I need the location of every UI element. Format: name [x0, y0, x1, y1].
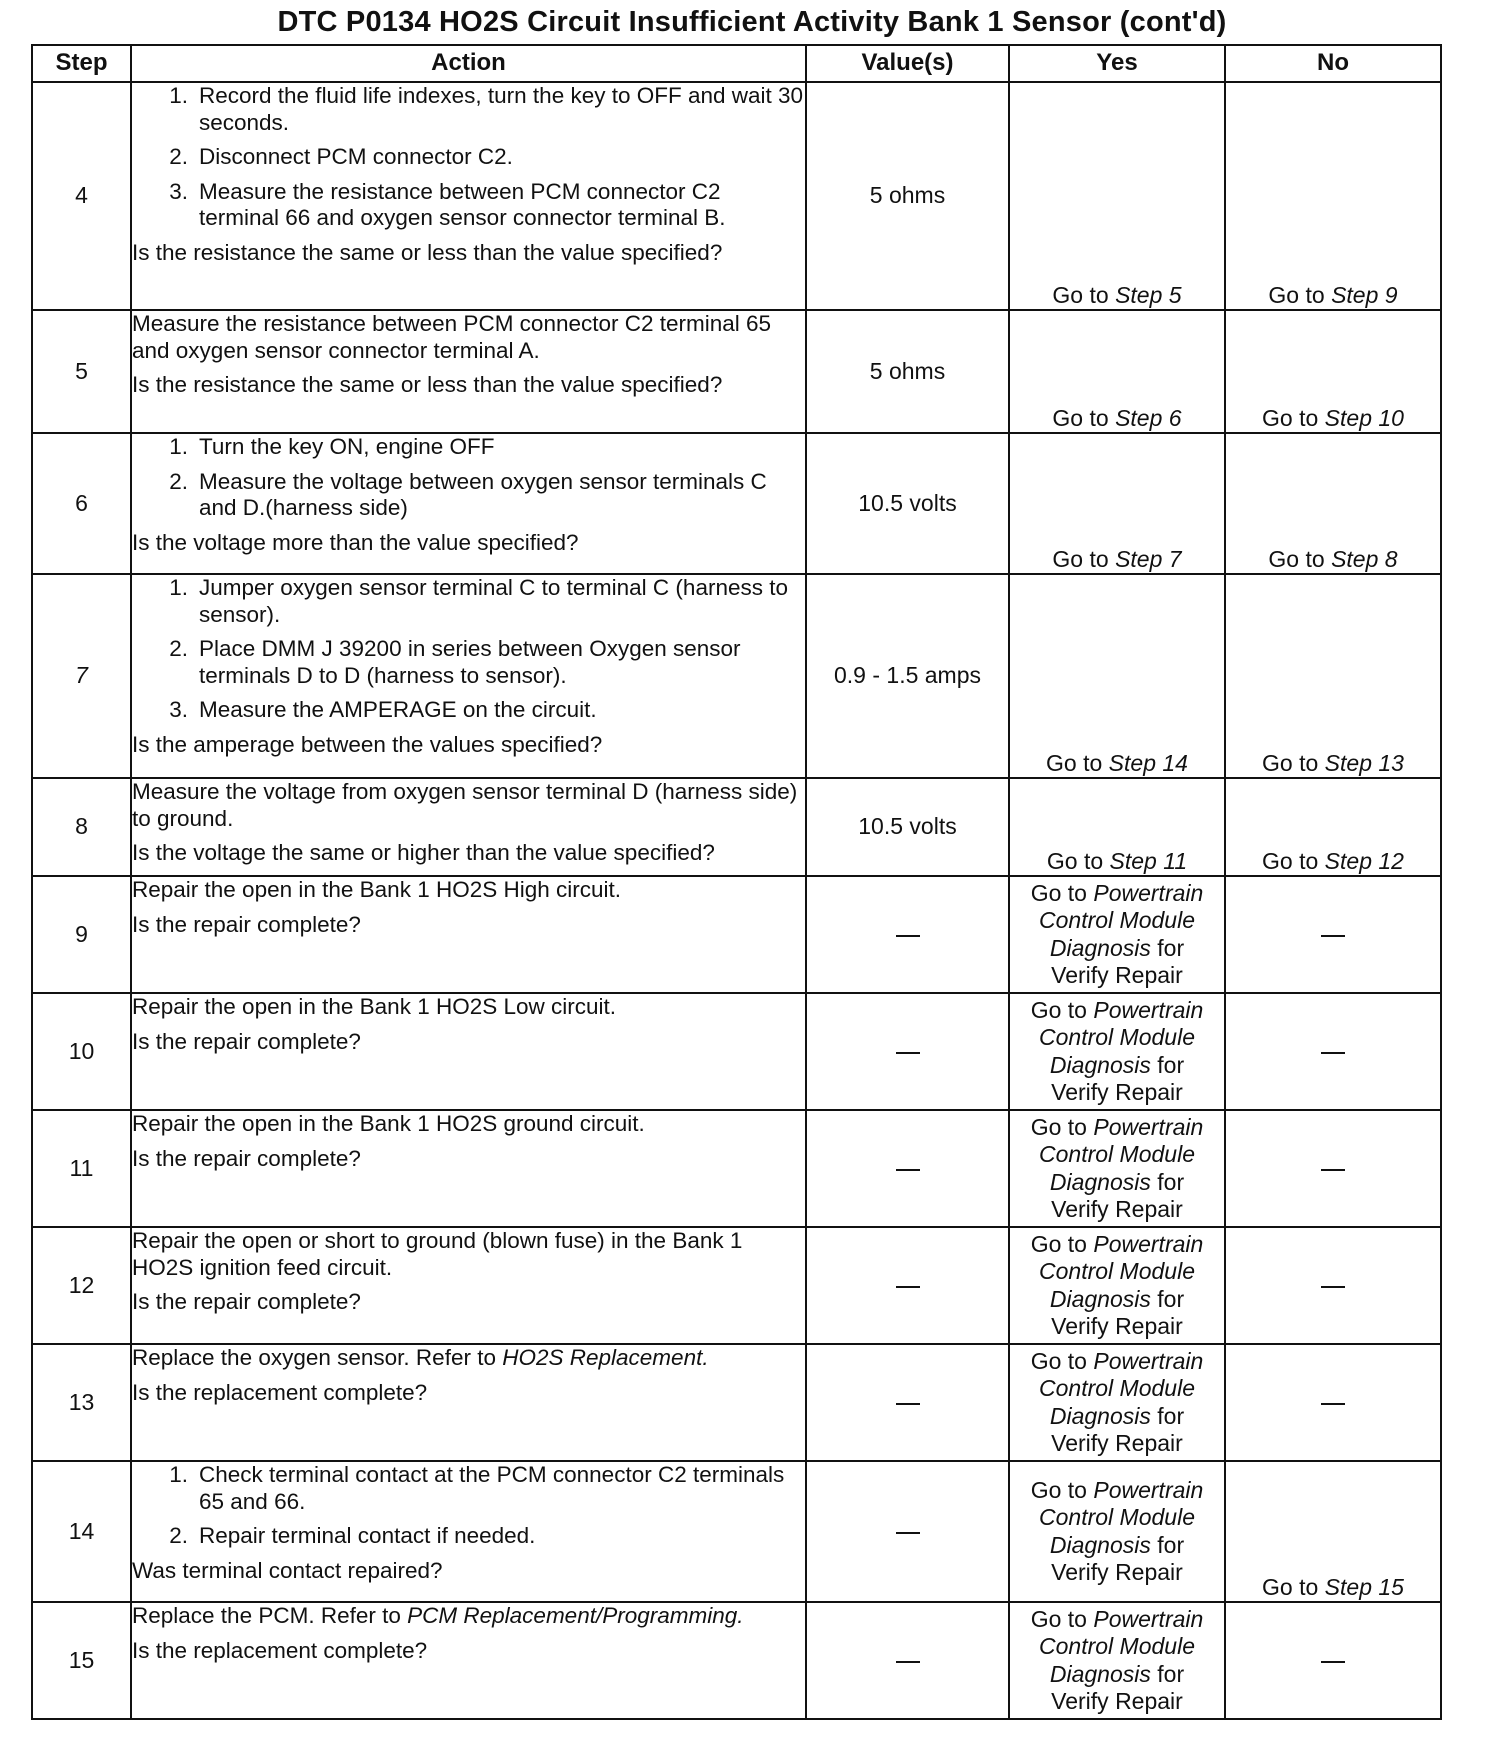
action-cell [131, 876, 806, 993]
action-text: Repair the open in the Bank 1 HO2S Low circuit. [132, 994, 617, 1019]
step-number: 6 [32, 433, 131, 574]
action-cell [131, 1602, 806, 1719]
value-cell: 10.5 volts [806, 433, 1009, 574]
table-row [32, 1344, 1441, 1461]
action-question: Is the repair complete? [132, 1028, 361, 1054]
value-cell [806, 993, 1009, 1110]
step-link[interactable]: Powertrain [1093, 1606, 1204, 1633]
header-step: Step [32, 45, 131, 82]
action-text: Repair the open in the Bank 1 HO2S ground circuit. [132, 1111, 645, 1136]
dash [896, 1169, 920, 1171]
action-question: Is the voltage more than the value specified? [132, 529, 579, 555]
yes-cell: Go to Powertrain Control Module Diagnosis for Verify Repair [1009, 876, 1225, 993]
header-row [32, 45, 1441, 82]
step-link[interactable]: Step 8 [1331, 545, 1398, 572]
list-item: 1. Jumper oxygen sensor terminal C to terminal C (harness to sensor). [169, 575, 788, 627]
step-link[interactable]: Step 10 [1324, 404, 1404, 431]
step-number: 13 [32, 1344, 131, 1461]
action-question: Is the repair complete? [132, 1145, 361, 1171]
dash [1321, 935, 1345, 937]
step-number: 9 [32, 876, 131, 993]
action-cell [131, 574, 806, 778]
step-link[interactable]: Step 9 [1331, 281, 1398, 308]
table-row [32, 993, 1441, 1110]
step-link[interactable]: Step 13 [1324, 749, 1404, 776]
step-number: 10 [32, 993, 131, 1110]
dash [1321, 1661, 1345, 1663]
value-cell [806, 876, 1009, 993]
value-cell [806, 1227, 1009, 1344]
table-row [32, 1227, 1441, 1344]
step-number: 15 [32, 1602, 131, 1719]
value-cell [806, 1461, 1009, 1602]
action-text: Repair the open or short to ground (blown fuse) in the Bank 1 HO2S ignition feed circuit. [132, 1228, 743, 1280]
dash [1321, 1286, 1345, 1288]
no-cell: Go to Step 12 [1225, 778, 1441, 876]
value-cell: 0.9 - 1.5 amps [806, 574, 1009, 778]
step-link[interactable]: Powertrain [1093, 1477, 1204, 1504]
page-title: DTC P0134 HO2S Circuit Insufficient Activity Bank 1 Sensor (cont'd) [277, 6, 1227, 38]
action-text: Replace the oxygen sensor. Refer to HO2S Replacement. [132, 1345, 709, 1370]
table-row [32, 876, 1441, 993]
action-cell [131, 433, 806, 574]
step-link[interactable]: Step 6 [1115, 404, 1182, 431]
action-cell [131, 778, 806, 876]
action-question: Is the replacement complete? [132, 1637, 428, 1663]
table-row [32, 574, 1441, 778]
action-cell [131, 1461, 806, 1602]
dash [896, 1052, 920, 1054]
no-cell [1225, 993, 1441, 1110]
action-list [132, 1462, 805, 1550]
table-row [32, 1461, 1441, 1602]
no-cell: Go to Step 15 [1225, 1461, 1441, 1602]
no-cell: Go to Step 8 [1225, 433, 1441, 574]
action-cell [131, 1110, 806, 1227]
header-values: Value(s) [806, 45, 1009, 82]
list-item: 2. Disconnect PCM connector C2. [169, 144, 513, 170]
header-action: Action [131, 45, 806, 82]
step-link[interactable]: Powertrain [1093, 1231, 1204, 1258]
list-item: 1. Turn the key ON, engine OFF [169, 434, 495, 459]
list-item: 1. Check terminal contact at the PCM connector C2 terminals 65 and 66. [169, 1462, 785, 1514]
action-cell [131, 310, 806, 433]
reference-link[interactable]: PCM Replacement/Programming. [407, 1603, 744, 1628]
dash [896, 1403, 920, 1405]
list-item: 2. Place DMM J 39200 in series between Oxygen sensor terminals D to D (harness to sensor). [169, 636, 741, 688]
step-link[interactable]: Step 11 [1109, 847, 1188, 874]
dash [896, 935, 920, 937]
action-question: Is the resistance the same or less than the value specified? [132, 239, 723, 265]
action-question: Is the voltage the same or higher than the value specified? [132, 840, 715, 866]
yes-cell: Go to Powertrain Control Module Diagnosis for Verify Repair [1009, 1110, 1225, 1227]
action-text: Replace the PCM. Refer to PCM Replacement/Programming. [132, 1603, 744, 1628]
no-cell: Go to Step 13 [1225, 574, 1441, 778]
dash [1321, 1052, 1345, 1054]
table-row [32, 1602, 1441, 1719]
no-cell [1225, 1227, 1441, 1344]
step-link[interactable]: Powertrain [1093, 880, 1204, 907]
reference-link[interactable]: HO2S Replacement. [502, 1345, 709, 1370]
yes-cell: Go to Step 5 [1009, 82, 1225, 310]
action-text: Repair the open in the Bank 1 HO2S High circuit. [132, 877, 622, 902]
yes-cell: Go to Powertrain Control Module Diagnosis for Verify Repair [1009, 1344, 1225, 1461]
dash [1321, 1169, 1345, 1171]
action-question: Is the repair complete? [132, 911, 361, 937]
dash [896, 1661, 920, 1663]
step-number: 8 [32, 778, 131, 876]
no-cell [1225, 1602, 1441, 1719]
value-cell: 5 ohms [806, 82, 1009, 310]
value-cell: 10.5 volts [806, 778, 1009, 876]
action-list [132, 83, 805, 232]
list-item: 2. Repair terminal contact if needed. [169, 1523, 536, 1549]
no-cell [1225, 1344, 1441, 1461]
value-cell [806, 1344, 1009, 1461]
step-link[interactable]: Powertrain [1093, 1348, 1204, 1375]
dash [896, 1532, 920, 1534]
value-cell [806, 1602, 1009, 1719]
action-cell [131, 1227, 806, 1344]
step-link[interactable]: Step 14 [1108, 749, 1188, 776]
diagnostic-table [31, 44, 1442, 1720]
yes-cell: Go to Powertrain Control Module Diagnosis for Verify Repair [1009, 1227, 1225, 1344]
header-no: No [1225, 45, 1441, 82]
action-question: Is the resistance the same or less than the value specified? [132, 372, 723, 398]
step-number: 12 [32, 1227, 131, 1344]
yes-cell: Go to Step 6 [1009, 310, 1225, 433]
no-cell: Go to Step 10 [1225, 310, 1441, 433]
action-cell [131, 993, 806, 1110]
dash [896, 1286, 920, 1288]
list-item: 3. Measure the resistance between PCM connector C2 terminal 66 and oxygen sensor connector terminal B. [169, 178, 726, 231]
no-cell: Go to Step 9 [1225, 82, 1441, 310]
yes-cell: Go to Powertrain Control Module Diagnosis for Verify Repair [1009, 1461, 1225, 1602]
action-list [132, 434, 805, 522]
action-question: Is the replacement complete? [132, 1379, 428, 1405]
table-row [32, 82, 1441, 310]
list-item: 2. Measure the voltage between oxygen sensor terminals C and D.(harness side) [169, 468, 767, 521]
yes-cell: Go to Powertrain Control Module Diagnosis for Verify Repair [1009, 1602, 1225, 1719]
action-text: Measure the voltage from oxygen sensor terminal D (harness side) to ground. [132, 779, 798, 831]
step-number: 5 [32, 310, 131, 433]
step-number: 11 [32, 1110, 131, 1227]
step-link[interactable]: Step 15 [1324, 1573, 1404, 1600]
table-row [32, 310, 1441, 433]
action-question: Is the amperage between the values specified? [132, 731, 603, 757]
list-item: 1. Record the fluid life indexes, turn the key to OFF and wait 30 seconds. [169, 83, 804, 135]
step-link[interactable]: Powertrain [1093, 997, 1204, 1024]
header-yes: Yes [1009, 45, 1225, 82]
action-list [132, 575, 805, 724]
step-number: 7 [32, 574, 131, 778]
yes-cell: Go to Step 7 [1009, 433, 1225, 574]
action-text: Measure the resistance between PCM connector C2 terminal 65 and oxygen sensor connector terminal A. [132, 311, 772, 363]
step-link[interactable]: Powertrain [1093, 1114, 1204, 1141]
no-cell [1225, 876, 1441, 993]
table-row [32, 778, 1441, 876]
dash [1321, 1403, 1345, 1405]
yes-cell: Go to Powertrain Control Module Diagnosis for Verify Repair [1009, 993, 1225, 1110]
step-number: 14 [32, 1461, 131, 1602]
value-cell [806, 1110, 1009, 1227]
yes-cell: Go to Step 11 [1009, 778, 1225, 876]
action-cell [131, 82, 806, 310]
action-cell [131, 1344, 806, 1461]
action-question: Is the repair complete? [132, 1289, 361, 1315]
step-link[interactable]: Step 5 [1115, 281, 1182, 308]
step-link[interactable]: Step 7 [1115, 545, 1182, 572]
step-link[interactable]: Step 12 [1324, 847, 1404, 874]
value-cell: 5 ohms [806, 310, 1009, 433]
action-question: Was terminal contact repaired? [132, 1557, 443, 1583]
table-row [32, 1110, 1441, 1227]
list-item: 3. Measure the AMPERAGE on the circuit. [169, 697, 597, 723]
yes-cell: Go to Step 14 [1009, 574, 1225, 778]
step-number: 4 [32, 82, 131, 310]
table-row [32, 433, 1441, 574]
no-cell [1225, 1110, 1441, 1227]
